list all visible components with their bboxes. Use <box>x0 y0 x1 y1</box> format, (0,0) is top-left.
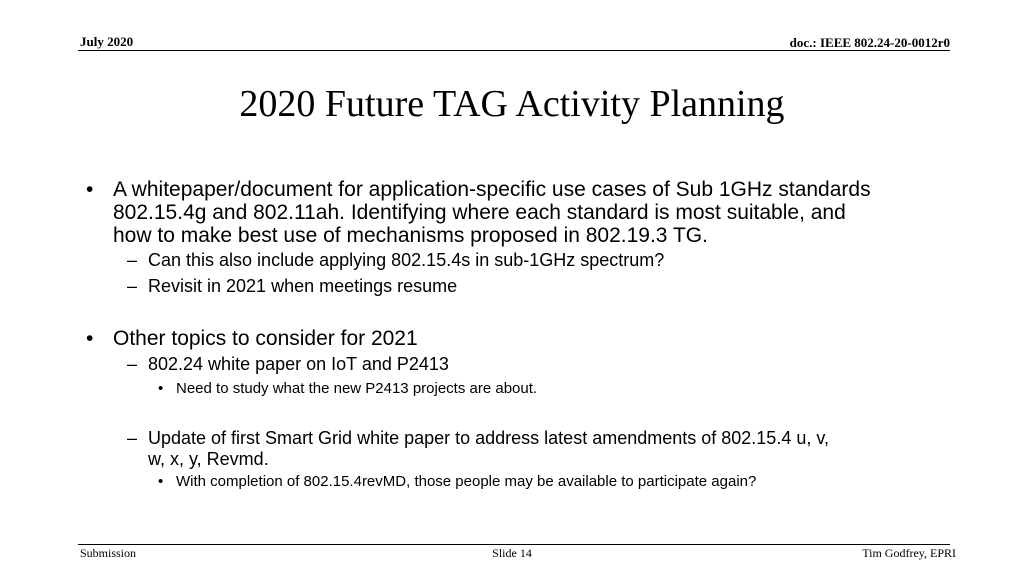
bullet-2-sub-2-line-1: Update of first Smart Grid white paper to address latest amendments of 802.15.4 u, v, <box>148 428 830 448</box>
footer-slide-number: Slide 14 <box>492 546 532 560</box>
bullet-marker: • <box>86 178 94 201</box>
dash-marker: – <box>127 276 138 296</box>
dash-marker: – <box>127 354 138 374</box>
header-doc-id: doc.: IEEE 802.24-20-0012r0 <box>789 35 950 50</box>
bullet-2-sub-2-item: With completion of 802.15.4revMD, those people may be available to participate again? <box>176 473 757 490</box>
bullet-2-sub-2-line-2: w, x, y, Revmd. <box>148 449 269 469</box>
footer-submission: Submission <box>80 546 137 560</box>
footer-divider <box>78 544 950 545</box>
slide-title: 2020 Future TAG Activity Planning <box>239 83 785 125</box>
bullet-1-sub-1: Can this also include applying 802.15.4s in sub-1GHz spectrum? <box>148 250 665 270</box>
bullet-marker: • <box>158 380 164 397</box>
bullet-2-sub-1: 802.24 white paper on IoT and P2413 <box>148 354 449 374</box>
dash-marker: – <box>127 250 138 270</box>
bullet-1-line-2: 802.15.4g and 802.11ah. Identifying where each standard is most suitable, and <box>113 201 846 224</box>
bullet-2: Other topics to consider for 2021 <box>113 327 418 350</box>
bullet-1-line-1: A whitepaper/document for application-specific use cases of Sub 1GHz standards <box>113 178 871 201</box>
footer-author: Tim Godfrey, EPRI <box>862 546 956 560</box>
bullet-2-sub-1-item: Need to study what the new P2413 projects are about. <box>176 380 538 397</box>
bullet-marker: • <box>158 473 164 490</box>
header-divider <box>78 50 950 51</box>
bullet-1-line-3: how to make best use of mechanisms proposed in 802.19.3 TG. <box>113 224 708 247</box>
bullet-1-sub-2: Revisit in 2021 when meetings resume <box>148 276 458 296</box>
dash-marker: – <box>127 428 138 448</box>
bullet-marker: • <box>86 327 94 350</box>
header-date: July 2020 <box>80 34 134 49</box>
